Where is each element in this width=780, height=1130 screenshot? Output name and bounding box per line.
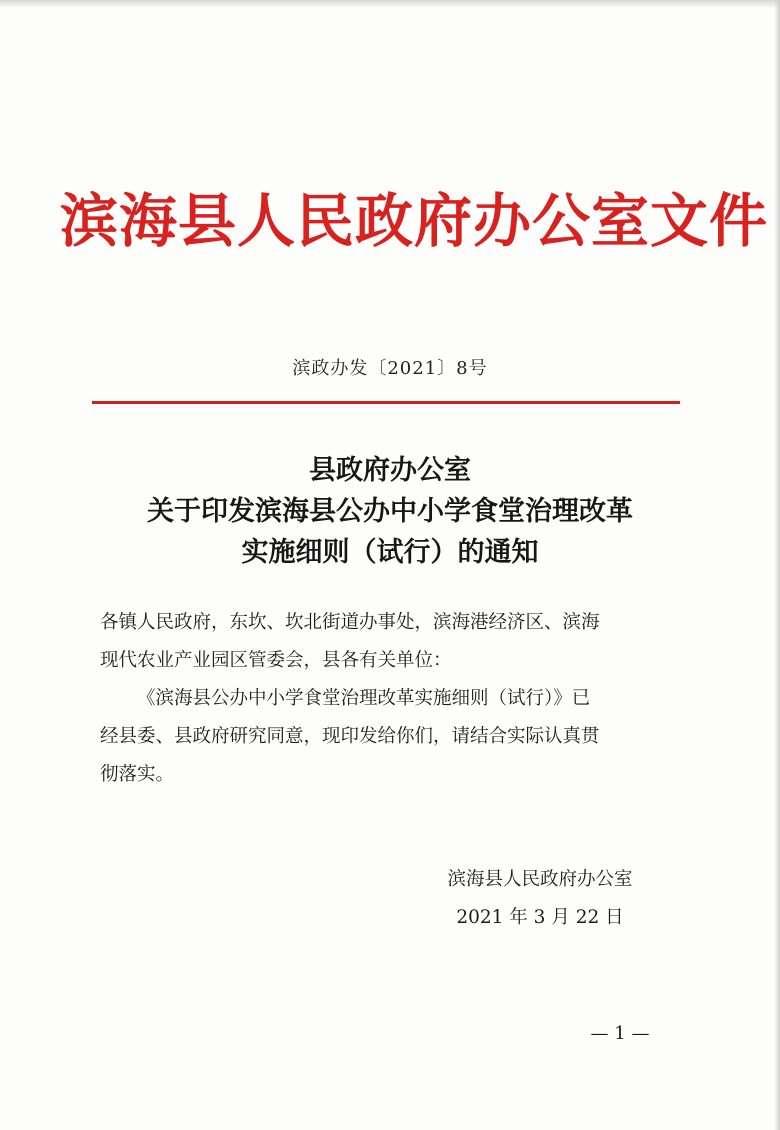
content-line-2: 经县委、县政府研究同意，现印发给你们，请结合实际认真贯 (100, 726, 600, 747)
signature-date: 2021 年 3 月 22 日 (456, 907, 624, 928)
title-line-1: 县政府办公室 (309, 455, 471, 486)
content-line-1: 《滨海县公办中小学食堂治理改革实施细则（试行）》已 (137, 688, 591, 709)
document-number: 滨政办发〔2021〕8号 (292, 358, 488, 379)
red-divider-rule (92, 401, 680, 404)
recipients-line-2: 现代农业产业园区管委会，县各有关单位： (100, 650, 452, 671)
scan-edge-top (0, 0, 780, 8)
title-line-3: 实施细则（试行）的通知 (241, 537, 539, 568)
content-line-3: 彻落实。 (100, 764, 175, 785)
scan-edge-right (774, 0, 780, 1130)
document-title (60, 450, 720, 573)
signature-issuer: 滨海县人民政府办公室 (447, 869, 633, 890)
page-number: — 1 — (590, 1023, 650, 1044)
recipients-line-1: 各镇人民政府，东坎、坎北街道办事处，滨海港经济区、滨海 (100, 612, 600, 633)
issuer-title: 滨海县人民政府办公室文件 (60, 187, 769, 255)
title-line-2: 关于印发滨海县公办中小学食堂治理改革 (147, 496, 633, 527)
